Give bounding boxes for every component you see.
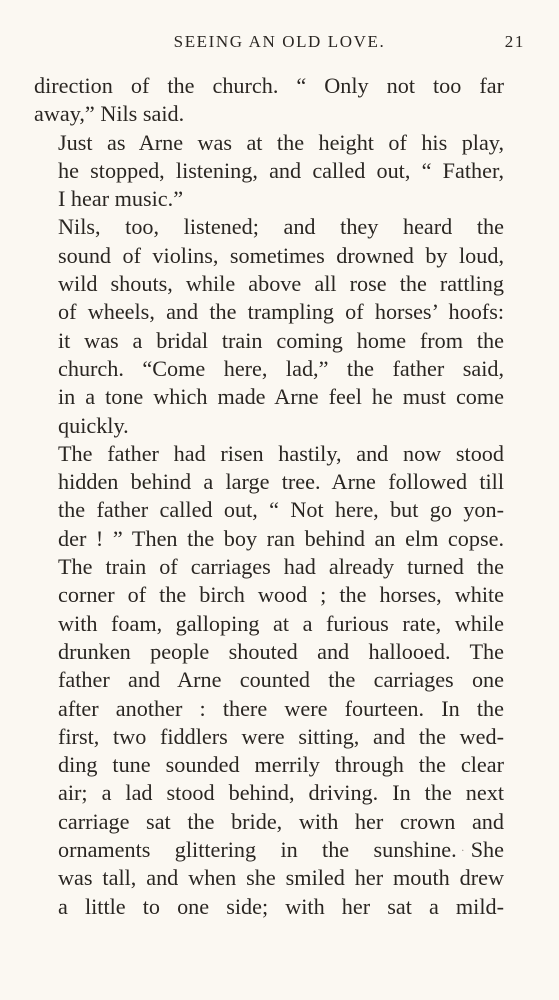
text-line: in a tone which made Arne feel he must come	[58, 384, 504, 410]
text-line: quickly.	[58, 412, 129, 438]
text-line: wild shouts, while above all rose the rattling	[58, 271, 504, 297]
text-line: sound of violins, sometimes drowned by loud,	[58, 242, 504, 268]
page-number: 21	[504, 32, 525, 51]
text-line: was tall, and when she smiled her mouth drew	[58, 865, 504, 891]
text-line: The father had risen hastily, and now stood	[58, 440, 504, 466]
text-line: it was a bridal train coming home from the	[58, 327, 504, 353]
paragraph-music	[34, 129, 504, 214]
text-line: corner of the birch wood ; the horses, white	[58, 582, 504, 608]
text-line: with foam, galloping at a furious rate, while	[58, 610, 504, 636]
running-head	[34, 30, 525, 54]
text-segment: She	[470, 837, 504, 863]
text-line: father and Arne counted the carriages one	[58, 667, 504, 693]
text-line: ding tune sounded merrily through the clear	[58, 752, 504, 778]
text-line: he stopped, listening, and called out, “ Father,	[58, 157, 504, 183]
text-line: a little to one side; with her sat a mild-	[58, 893, 504, 919]
text-line: first, two fiddlers were sitting, and the wed-	[58, 723, 504, 749]
text-line: hidden behind a large tree. Arne followed till	[58, 469, 504, 495]
text-line: of wheels, and the trampling of horses’ hoofs:	[58, 299, 504, 325]
text-line: direction of the church. “ Only not too far	[34, 73, 504, 98]
text-line: after another : there were fourteen. In the	[58, 695, 504, 721]
text-line: air; a lad stood behind, driving. In the next	[58, 780, 504, 806]
text-line: away,” Nils said.	[34, 101, 185, 127]
text-line: Nils, too, listened; and they heard the	[58, 214, 504, 240]
text-line: The train of carriages had already turned the	[58, 554, 504, 580]
text-line: Just as Arne was at the height of his play,	[58, 129, 504, 155]
text-line-with-mark	[34, 836, 504, 864]
text-line: I hear music.”	[58, 186, 184, 212]
paragraph-carriages	[34, 440, 504, 921]
text-line: church. “Come here, lad,” the father said,	[58, 355, 504, 381]
text-line: der ! ” Then the boy ran behind an elm copse.	[58, 525, 504, 551]
print-mark: ·	[460, 843, 465, 858]
text-line: drunken people shouted and hallooed. The	[58, 638, 504, 664]
text-line: the father called out, “ Not here, but go yon-	[58, 497, 504, 523]
paragraph-continuation	[34, 72, 504, 129]
running-title: SEEING AN OLD LOVE.	[173, 32, 386, 51]
text-segment: ornaments glittering in the sunshine.	[58, 837, 457, 863]
body-text	[34, 72, 504, 921]
paragraph-bridal-train	[34, 213, 504, 439]
text-line: carriage sat the bride, with her crown and	[58, 808, 504, 834]
